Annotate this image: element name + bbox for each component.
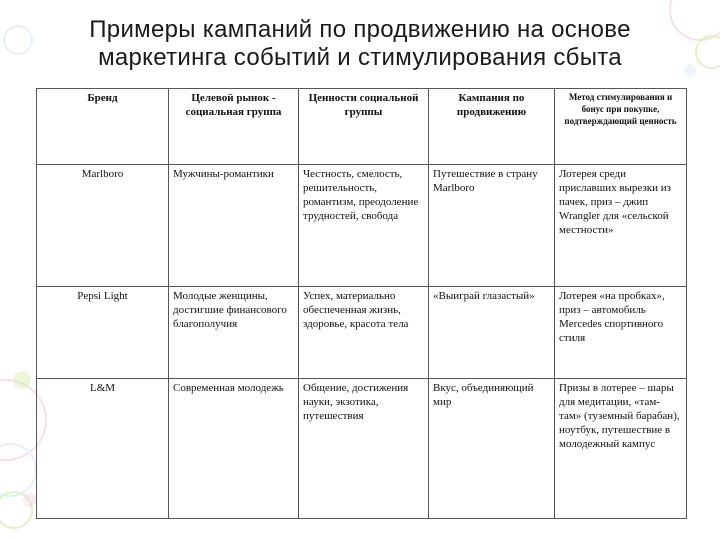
cell-brand: Marlboro xyxy=(37,165,169,287)
header-target-market: Целевой рынок - социальная группа xyxy=(169,89,299,165)
table-row xyxy=(37,379,687,519)
cell-brand: L&M xyxy=(37,379,169,519)
campaign-table xyxy=(36,88,687,519)
cell-campaign: Путешествие в страну Marlboro xyxy=(429,165,555,287)
cell-target: Современная молодежь xyxy=(169,379,299,519)
cell-target: Мужчины-романтики xyxy=(169,165,299,287)
header-campaign: Кампания по продвижению xyxy=(429,89,555,165)
header-group-values: Ценности социальной группы xyxy=(299,89,429,165)
cell-method: Лотерея среди приславших вырезки из пачек, приз – джип Wrangler для «сельской местности» xyxy=(555,165,687,287)
cell-brand: Pepsi Light xyxy=(37,287,169,379)
table-row xyxy=(37,287,687,379)
title-line-2: маркетинга событий и стимулирования сбыта xyxy=(98,44,622,71)
cell-values: Общение, достижения науки, экзотика, путешествия xyxy=(299,379,429,519)
table-header-row xyxy=(37,89,687,165)
cell-campaign: «Выиграй глазастый» xyxy=(429,287,555,379)
cell-values: Успех, материально обеспеченная жизнь, здоровье, красота тела xyxy=(299,287,429,379)
cell-campaign: Вкус, объединяющий мир xyxy=(429,379,555,519)
cell-values: Честность, смелость, решительность, романтизм, преодоление трудностей, свобода xyxy=(299,165,429,287)
cell-target: Молодые женщины, достигшие финансового благополучия xyxy=(169,287,299,379)
header-method: Метод стимулирования и бонус при покупке, подтверждающий ценность xyxy=(555,89,687,165)
header-brand: Бренд xyxy=(37,89,169,165)
page-title xyxy=(40,16,680,72)
cell-method: Лотерея «на пробках», приз – автомобиль Mercedes спортивного стиля xyxy=(555,287,687,379)
cell-method: Призы в лотерее – шары для медитации, «там-там» (туземный барабан), ноутбук, путешествие в молодежный кампус xyxy=(555,379,687,519)
title-line-1: Примеры кампаний по продвижению на основе xyxy=(89,16,631,43)
table-row xyxy=(37,165,687,287)
